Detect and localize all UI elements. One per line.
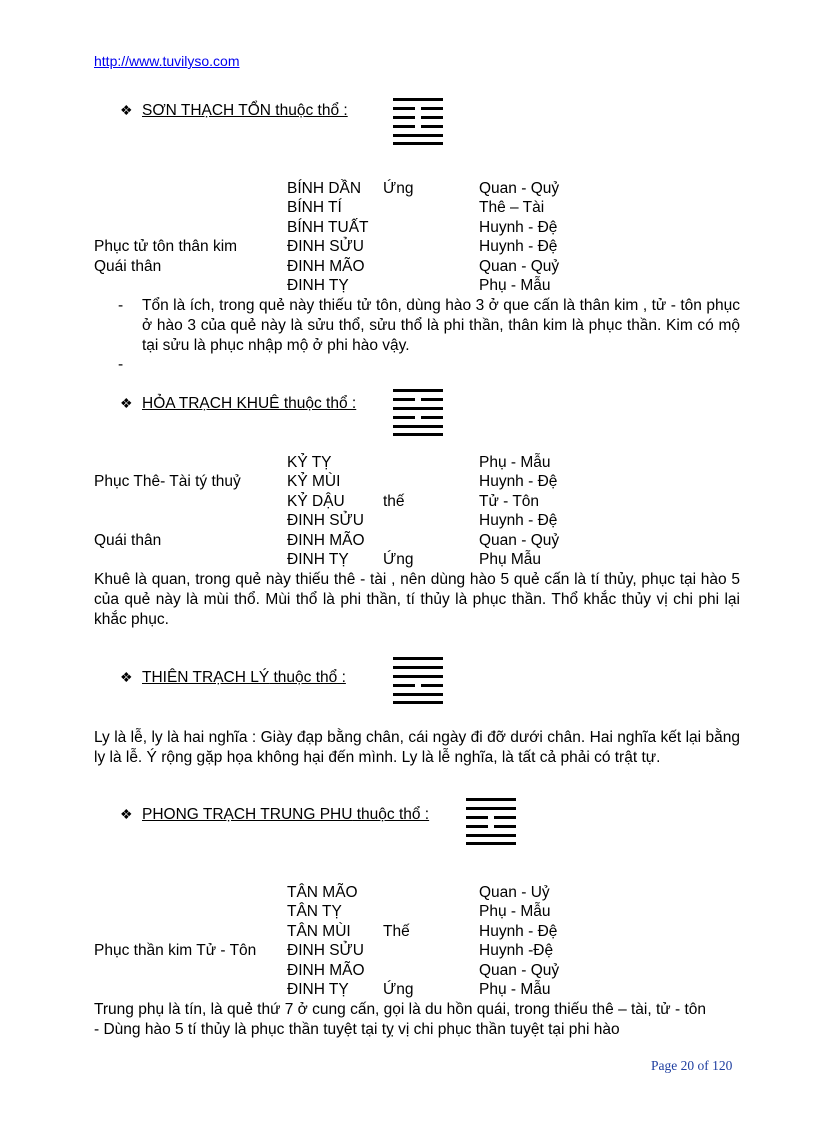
section-note: Khuê là quan, trong quẻ này thiếu thê - tài , nên dùng hào 5 quẻ cấn là tí thủy, phục tại hào 5 của quẻ này là mùi thổ. Mùi thổ là phi thần, tí thủy là phục thần. Thổ khắc thủy vị chi phi lại khắc phục. (94, 571, 740, 628)
table-cell-name: ĐINH SỬU (287, 942, 364, 959)
table-cell-left-note: Phục Thê- Tài tý thuỷ (94, 473, 241, 490)
table-cell-relation: Huynh - Đệ (479, 219, 558, 236)
table-cell-name: ĐINH TỴ (287, 277, 349, 294)
dash-bullet: - (118, 297, 124, 314)
hexagram-son-thach-ton-icon (393, 97, 443, 147)
table-cell-left-note: Phục tử tôn thân kim (94, 238, 238, 255)
diamond-bullet-icon: ❖ (120, 806, 133, 822)
section-suffix: thuộc thổ : (269, 669, 346, 686)
section-suffix: thuộc thổ : (352, 806, 430, 823)
section-title: THIÊN TRẠCH LÝ (142, 669, 270, 686)
table-cell-relation: Huynh - Đệ (479, 473, 558, 490)
table-cell-name: TÂN TỴ (287, 903, 342, 920)
section-note-line-2: - Dùng hào 5 tí thủy là phục thần tuyệt tại tỵ vị chi phục thần tuyệt tại phi hào (94, 1021, 620, 1038)
table-cell-name: ĐINH SỬU (287, 512, 364, 529)
table-cell-name: TÂN MÃO (287, 884, 358, 901)
table-cell-mark: Ứng (383, 981, 414, 998)
section-heading-thien-trach-ly (120, 668, 346, 687)
table-cell-mark: Ứng (383, 180, 414, 197)
table-cell-relation: Huynh -Đệ (479, 942, 554, 959)
section-heading-hoa-trach-khue (120, 394, 356, 413)
table-cell-name: ĐINH MÃO (287, 532, 365, 549)
hexagram-hoa-trach-khue-icon (393, 388, 443, 438)
table-cell-relation: Phụ - Mẫu (479, 903, 551, 920)
table-cell-name: TÂN MÙI (287, 923, 351, 940)
section-title: SƠN THẠCH TỔN (142, 102, 271, 119)
table-cell-left-note: Phục thần kim Tử - Tôn (94, 942, 257, 959)
section-title: PHONG TRẠCH TRUNG PHU (142, 806, 353, 823)
hexagram-phong-trach-trung-phu-icon (466, 797, 516, 847)
table-cell-relation: Phụ Mẫu (479, 551, 542, 568)
table-cell-name: ĐINH SỬU (287, 238, 364, 255)
diamond-bullet-icon: ❖ (120, 395, 133, 411)
section-heading-son-thach-ton (120, 101, 348, 120)
table-cell-relation: Phụ - Mẫu (479, 454, 551, 471)
table-cell-name: ĐINH TỴ (287, 551, 349, 568)
section-note: Tổn là ích, trong quẻ này thiếu tử tôn, dùng hào 3 ở que cấn là thân kim , tử - tôn phục ở hào 3 của quẻ này là sửu thổ, sửu thổ là phi thần, thân kim là phục thần. Kim có mộ tại sửu là phục nhập mộ ở phi hào vậy. (142, 297, 740, 354)
table-cell-name: ĐINH TỴ (287, 981, 349, 998)
table-cell-name: KỶ TỴ (287, 454, 332, 471)
table-cell-relation: Huynh - Đệ (479, 238, 558, 255)
table-cell-relation: Phụ - Mẫu (479, 277, 551, 294)
section-heading-phong-trach-trung-phu (120, 805, 429, 824)
section-suffix: thuộc thổ : (270, 102, 348, 119)
table-cell-left-note: Quái thân (94, 532, 162, 549)
table-cell-relation: Quan - Quỷ (479, 962, 560, 979)
table-cell-relation: Thê – Tài (479, 199, 545, 216)
table-cell-relation: Quan - Quỷ (479, 258, 560, 275)
table-cell-relation: Huynh - Đệ (479, 512, 558, 529)
list-item (118, 296, 740, 354)
section-note: Ly là lễ, ly là hai nghĩa : Giày đạp bằng chân, cái ngày đi đỡ dưới chân. Hai nghĩa kết lại bằng ly là lễ. Ý rộng gặp họa không hại đến mình. Ly là lễ nghĩa, là tất cả phải có trật tự. (94, 729, 740, 766)
table-cell-name: BÍNH TUẤT (287, 219, 369, 236)
table-cell-relation: Huynh - Đệ (479, 923, 558, 940)
diamond-bullet-icon: ❖ (120, 669, 133, 685)
table-cell-left-note: Quái thân (94, 258, 162, 275)
table-cell-relation: Quan - Quỷ (479, 180, 560, 197)
table-cell-relation: Quan - Quỷ (479, 532, 560, 549)
page-number: Page 20 of 120 (651, 1058, 733, 1073)
table-cell-name: ĐINH MÃO (287, 258, 365, 275)
table-cell-name: KỶ DẬU (287, 493, 345, 510)
table-cell-name: ĐINH MÃO (287, 962, 365, 979)
table-cell-name: KỶ MÙI (287, 473, 341, 490)
table-cell-mark: Thế (383, 923, 410, 940)
dash-bullet: - (118, 356, 124, 373)
section-suffix: thuộc thổ : (279, 395, 357, 412)
list-item-empty (118, 355, 123, 374)
table-cell-relation: Quan - Uỷ (479, 884, 550, 901)
table-cell-relation: Tử - Tôn (479, 493, 540, 510)
hexagram-thien-trach-ly-icon (393, 656, 443, 706)
section-title: HỎA TRẠCH KHUÊ (142, 395, 280, 412)
table-cell-mark: thế (383, 493, 405, 510)
table-cell-relation: Phụ - Mẫu (479, 981, 551, 998)
table-cell-name: BÍNH DẦN (287, 180, 362, 197)
table-cell-name: BÍNH TÍ (287, 199, 342, 216)
table-cell-mark: Ứng (383, 551, 414, 568)
section-note-line-1: Trung phụ là tín, là quẻ thứ 7 ở cung cấn, gọi là du hồn quái, trong thiếu thê – tài, tử - tôn (94, 1001, 706, 1018)
site-url-link[interactable]: http://www.tuvilyso.com (94, 53, 240, 69)
diamond-bullet-icon: ❖ (120, 102, 133, 118)
